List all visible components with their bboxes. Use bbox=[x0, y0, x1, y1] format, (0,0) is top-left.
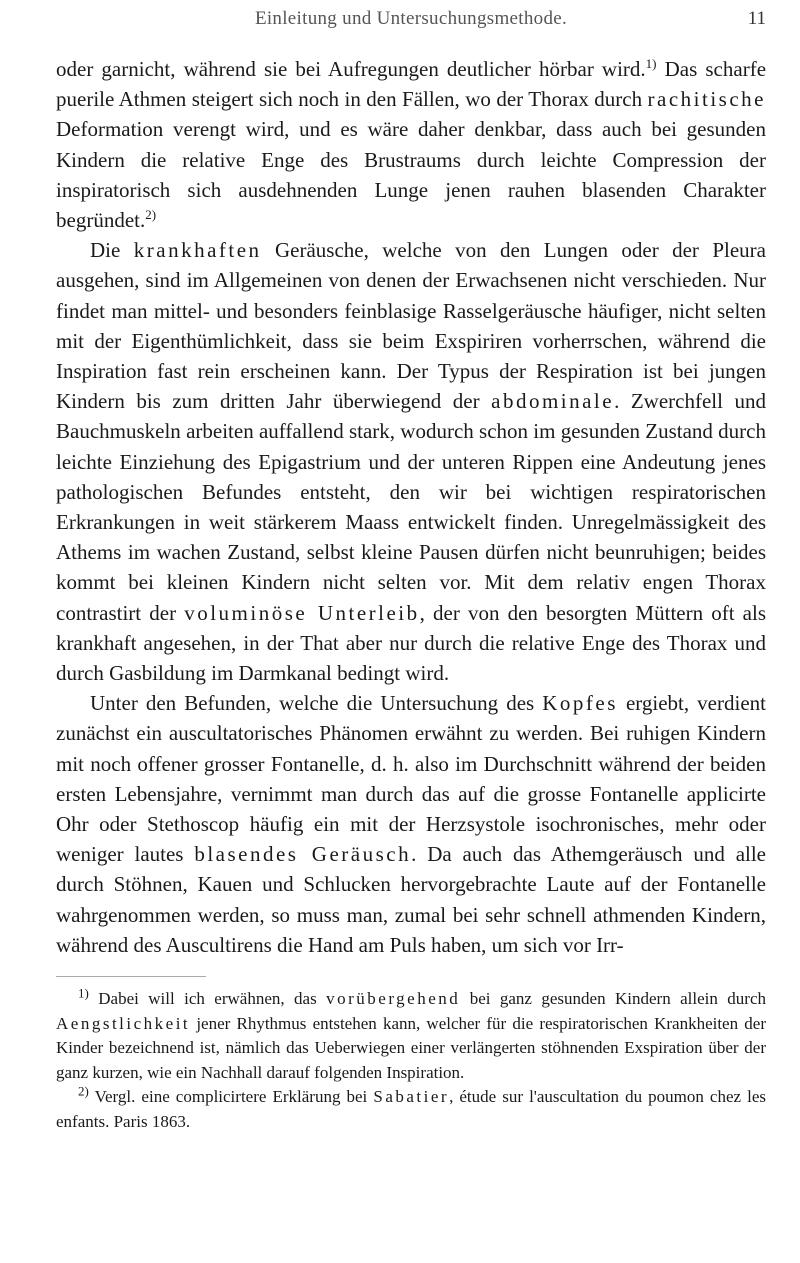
emphasized-text: krankhaften bbox=[133, 238, 262, 263]
text-run: Geräusche, welche von den Lungen oder der Pleura ausgehen, sind im Allgemeinen von denen der Erwachsenen nicht verschieden. Nur findet man mittel- und besonders feinblasige Rasselgeräusche häufiger, nicht selten mit der Eigenthümlichkeit, dass sie beim Exspiriren vorherrschen, während die Inspiration fast rein erscheinen kann. Der Typus der Respiration ist bei jungen Kindern bis zum dritten Jahr überwiegend der bbox=[56, 238, 766, 414]
text-run: ergiebt, verdient zunächst ein auscultatorisches Phänomen erwähnt zu werden. Bei ruhigen Kindern mit noch offener grosser Fontanelle, d. h. also im Durchschnitt während der beiden ersten Lebensjahre, vernimmt man durch das auf die grosse Fontanelle applicirte Ohr oder Stethoscop häufig ein mit der Herzsystole isochronisches, mehr oder weniger lautes bbox=[56, 691, 766, 867]
footnote-marker: 1) bbox=[645, 56, 657, 71]
footnote bbox=[56, 1085, 766, 1134]
emphasized-text: voluminöse Unterleib bbox=[184, 600, 420, 625]
emphasized-text: abdominale bbox=[491, 389, 615, 414]
text-run: . Da auch das Athemgeräusch und alle durch Stöhnen, Kauen und Schlucken hervorgebrachte Laute auf der Fontanelle wahrgenommen werden, so muss man, zumal bei sehr schnell athmenden Kindern, während des Auscultirens die Hand am Puls haben, um sich vor Irr- bbox=[56, 842, 766, 957]
footnotes bbox=[56, 987, 766, 1134]
paragraph bbox=[56, 688, 766, 960]
footnote-rule bbox=[56, 976, 206, 977]
text-run: jener Rhythmus entstehen kann, welcher für die respiratorischen Krankheiten der Kinder bezeichnend ist, nämlich das Ueberwiegen einer verlängerten stöhnenden Exspiration über der ganz kurzen, wie ein Nachhall darauf folgenden Inspiration. bbox=[56, 1013, 766, 1082]
text-run: , der von den besorgten Müttern oft als krankhaft angesehen, in der That aber nur durch die relative Enge des Thorax und durch Gasbildung im Darmkanal bedingt wird. bbox=[56, 600, 766, 686]
paragraph bbox=[56, 235, 766, 688]
text-run: Dabei will ich erwähnen, das bbox=[88, 989, 327, 1009]
text-run: Das scharfe puerile Athmen steigert sich noch in den Fällen, wo der Thorax durch bbox=[56, 57, 767, 112]
emphasized-text: Aengstlichkeit bbox=[56, 1013, 191, 1033]
book-page bbox=[56, 0, 766, 1134]
text-run: , étude sur l'auscultation du poumon chez les enfants. Paris 1863. bbox=[56, 1087, 767, 1131]
footnote-marker: 2) bbox=[78, 1083, 89, 1099]
text-run: Deformation verengt wird, und es wäre daher denkbar, dass auch bei gesunden Kindern die relative Enge des Brustraums durch leichte Compression der inspiratorisch sich ausdehnenden Lunge jenen rauhen blasenden Charakter begründet. bbox=[56, 117, 766, 233]
paragraph bbox=[56, 54, 766, 235]
text-run: Unter den Befunden, welche die Untersuchung des bbox=[90, 691, 543, 716]
running-title: Einleitung und Untersuchungsmethode. bbox=[254, 8, 568, 29]
footnote-marker: 2) bbox=[145, 207, 157, 223]
text-run: . Zwerchfell und Bauchmuskeln arbeiten auffallend stark, wodurch schon im gesunden Zustand durch leichte Einziehung des Epigastrium und der unteren Rippen eine Andeutung jenes pathologischen Befundes entsteht, den wir bei wichtigen respiratorischen Erkrankungen in weit stärkerem Maass entwickelt finden. Unregelmässigkeit des Athems im wachen Zustand, selbst kleine Pausen dürfen nicht beunruhigen; beides kommt bei kleinen Kindern nicht selten vor. Mit dem relativ engen Thorax contrastirt der bbox=[56, 389, 766, 625]
emphasized-text: blasendes Geräusch bbox=[194, 842, 412, 867]
text-run: Die bbox=[90, 238, 134, 263]
emphasized-text: Kopfes bbox=[542, 691, 618, 716]
emphasized-text: Sabatier bbox=[373, 1087, 450, 1107]
text-run: bei ganz gesunden Kindern allein durch bbox=[460, 989, 766, 1009]
footnote bbox=[56, 987, 766, 1085]
text-run: Vergl. eine complicirtere Erklärung bei bbox=[88, 1087, 374, 1107]
main-text bbox=[56, 54, 766, 960]
footnote-marker: 1) bbox=[78, 985, 89, 1001]
running-header bbox=[56, 4, 766, 44]
page-number: 11 bbox=[747, 8, 766, 29]
emphasized-text: rachitische bbox=[647, 87, 766, 112]
text-run: oder garnicht, während sie bei Aufregungen deutlicher hörbar wird. bbox=[56, 57, 646, 81]
emphasized-text: vorübergehend bbox=[326, 989, 461, 1009]
